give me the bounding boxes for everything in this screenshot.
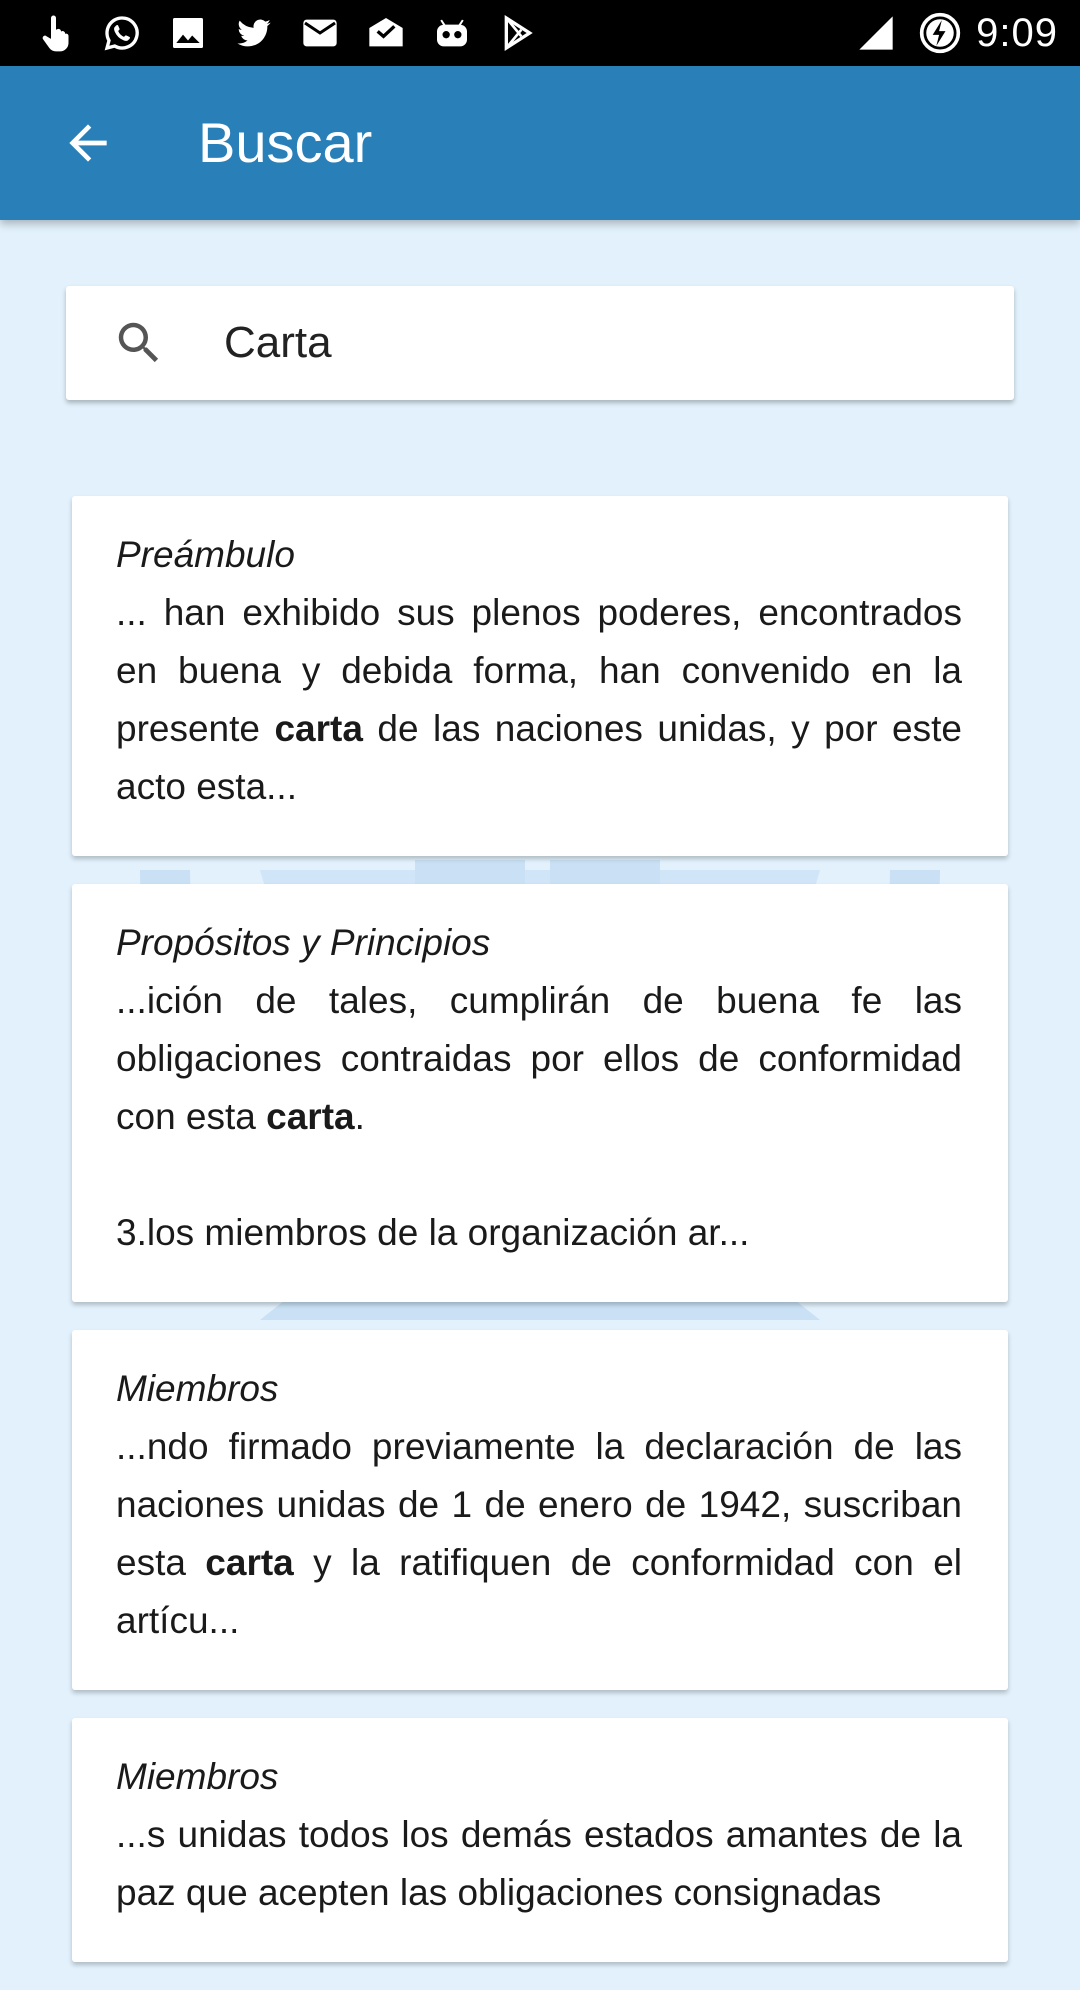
play-store-icon [496, 11, 540, 55]
game-icon [430, 11, 474, 55]
search-match: carta [266, 1096, 355, 1137]
result-snippet: ... han exhibido sus plenos poderes, encontrados en buena y debida forma, han convenido en la presente carta de las naciones unidas, y por este acto esta... [116, 592, 962, 807]
result-snippet: ...ndo firmado previamente la declaración de las naciones unidas de 1 de enero de 1942, suscriban esta carta y la ratifiquen de conformidad con el artícu... [116, 1426, 962, 1641]
result-card[interactable] [72, 1718, 1008, 1962]
status-system-area [856, 0, 1058, 66]
app-bar [0, 66, 1080, 220]
mail-icon [298, 11, 342, 55]
mail-check-icon [364, 11, 408, 55]
notification-icons [34, 0, 562, 66]
page-title: Buscar [198, 111, 373, 174]
status-bar [0, 0, 1080, 66]
result-card[interactable] [72, 496, 1008, 856]
result-title: Miembros [116, 1368, 279, 1409]
result-card[interactable] [72, 884, 1008, 1302]
search-box[interactable] [66, 286, 1014, 400]
status-time: 9:09 [976, 10, 1058, 55]
whatsapp-icon [100, 11, 144, 55]
search-icon [112, 316, 166, 370]
result-snippet: ...ición de tales, cumplirán de buena fe las obligaciones contraidas por ellos de conformidad con esta carta. [116, 980, 962, 1137]
arrow-back-icon [60, 115, 116, 171]
back-button[interactable] [54, 109, 122, 177]
result-card[interactable] [72, 1330, 1008, 1690]
result-title: Preámbulo [116, 534, 295, 575]
gallery-icon [166, 11, 210, 55]
search-input[interactable] [216, 286, 984, 400]
touch-icon [34, 11, 78, 55]
twitter-icon [232, 11, 276, 55]
result-title: Propósitos y Principios [116, 922, 491, 963]
result-snippet-continuation: 3.los miembros de la organización ar... [116, 1212, 750, 1253]
result-snippet: ...s unidas todos los demás estados amantes de la paz que acepten las obligaciones consignadas [116, 1814, 962, 1913]
results-list [72, 496, 1008, 1990]
result-title: Miembros [116, 1756, 279, 1797]
search-match: carta [205, 1542, 294, 1583]
signal-icon [856, 13, 896, 53]
battery-charging-icon [918, 11, 962, 55]
search-match: carta [274, 708, 363, 749]
